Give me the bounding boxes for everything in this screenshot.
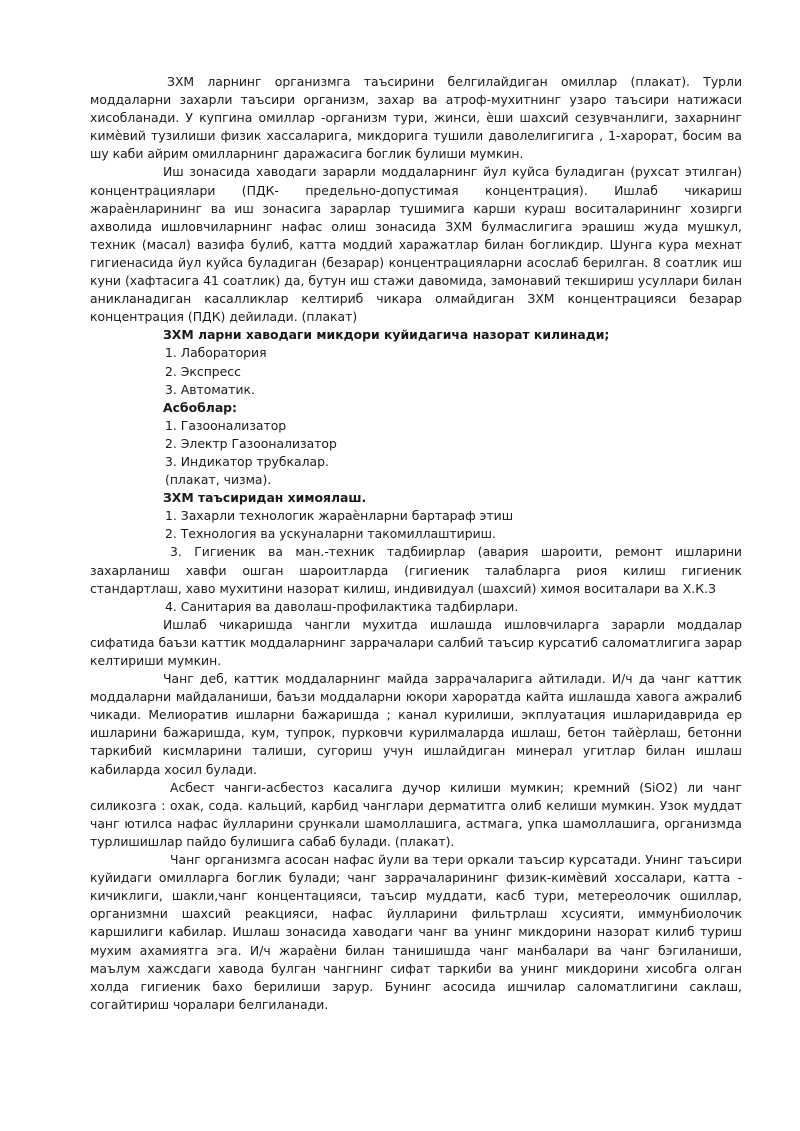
heading-devices: Асбоблар:: [163, 399, 238, 415]
paragraph-pdk: Иш зонасида хаводаги зарарли моддаларнинг йул куйса буладиган (рухсат этилган) концентрациялари (ПДК- предельно-допустимая концентрация). Ишлаб чикариш жараѐнларининг ва иш зонасига зарарлар тушимига карши кураш воситаларининг хозирги ахволида ишловчиларнинг нафас олиш зонасида ЗХМ булмаслигига эрашиш жуда мушкул, техник (масал) вазифа булиб, катта моддий харажатлар билан богликдир. Шунга кура мехнат гигиенасида йул куйса буладиган (безарар) концентрацияларни асослаб берилган. 8 соатлик иш куни (хафтасига 41 соатлик) да, бутун иш стажи давомида, замонавий текшириш усуллари билан аникланадиган касалликлар келтириб чикара олмайдиган ЗХМ концентрацияси безарар концентрация (ПДК) дейилади. (плакат): [90, 164, 742, 325]
list-item: 3. Гигиеник ва ман.-техник тадбиирлар (авария шароити, ремонт ишларини захарланиш хавфи ошган шароитларда (гигиеник талабларга риоя килиш гигиеник стандартлаш, хаво мухитини назорат килиш, индивидуал (шахсий) химоя воситалари ва Х.К.З: [90, 544, 742, 596]
list-item: 2. Технология ва ускуналарни такомиллаштириш.: [165, 526, 496, 542]
paragraph-asbestos: Асбест чанги-асбестоз касалига дучор килиши мумкин; кремний (SiO2) ли чанг силикозга : охак, сода. кальций, карбид чанглари дерматитга олиб келиши мумкин. Узок муддат чанг ютилса нафас йулларини срункали шамоллашига, астмага, упка шамоллашига, организмда турлишишлар пайдо булишига сабаб булади. (плакат).: [90, 779, 742, 849]
devices-list: [90, 417, 742, 489]
paragraph-dusty-environment: Ишлаб чикаришда чангли мухитда ишлашда ишловчиларга зарарли моддалар сифатида баъзи каттик моддаларнинг заррачалари салбий таъсир курсатиб саломатлигига зарар келтириши мумкин.: [90, 616, 742, 668]
paragraph-harmful-factors: ЗХМ ларнинг организмга таъсирини белгилайдиган омиллар (плакат). Турли моддаларни захарли таъсири организм, захар ва атроф-мухитнинг узаро таъсири натижаси хисобланади. У купгина омиллар -организм тури, жинси, ѐши шахсий сезувчанлиги, захарнинг кимѐвий тузилиши физик хассаларига, микдорига тушили даволелигигига , 1-харорат, босим ва шу каби айрим омилларнинг даражасига боглик булиши мумкин.: [90, 74, 742, 162]
list-item: 3. Индикатор трубкалар.: [165, 453, 329, 469]
paragraph-dust-definition: Чанг деб, каттик моддаларнинг майда заррачаларига айтилади. И/ч да чанг каттик моддаларни майдаланиши, баъзи моддаларни юкори хароратда кайта ишлашда хавога ажралиб чикади. Мелиоратив ишларни бажаришда ; канал курилиши, экплуатация ишларидавридa ер ишларини бажаришда, кум, тупрок, пурковчи курилмаларда ишлаш, бетон тайѐрлаш, бетонни таркибий кисмларини талиши, сугориш учун ишлайдиган минерал угитлар билан ишлаш кабиларда хосил булади.: [90, 671, 742, 777]
paragraph-dust-effects: Чанг организмга асосан нафас йули ва тери оркали таъсир курсатади. Унинг таъсири куйидаги омилларга боглик булади; чанг заррачаларининг физик-кимѐвий хоссалари, катта - кичиклиги, шакли,чанг концентацияси, таъсир муддати, касб тури, метереолочик ошиллар, организмни шахсий реакцияси, нафас йулларини фильтрлаш хсусияти, иммунбиолочик каршилиги кабилар. Ишлаш зонасида хаводаги чанг ва унинг микдорини назорат килиб туриш мухим ахамиятга эга. И/ч жараѐни билан танишишда чанг манбалари ва чанг бэгиланиши, маълум хажсдаги хаводa булган чангнинг сифат таркиби ва унинг микдорини хисобга олган холда гигиеник бахо берилиши зарур. Бунинг асосида ишчилар саломатлигини саклаш, согайтириш чоралари белгиланади.: [90, 852, 742, 1012]
list-item: 1. Захарли технологик жараѐнларни бартараф этиш: [165, 508, 514, 524]
heading-protection: ЗХМ таъсиридан химоялаш.: [163, 490, 367, 506]
protection-list: [90, 507, 742, 543]
control-list: [90, 344, 742, 398]
list-item: 2. Экспресс: [165, 363, 241, 379]
list-item: 1. Лаборатория: [165, 345, 267, 361]
heading-control: ЗХМ ларни хаводаги микдори куйидагича назорат килинади;: [163, 327, 610, 343]
list-item: 2. Электр Газоонализатор: [165, 435, 337, 451]
list-item: 3. Автоматик.: [165, 381, 255, 397]
list-item: 1. Газоонализатор: [165, 417, 287, 433]
list-note: (плакат, чизма).: [165, 472, 272, 488]
list-item: 4. Санитария ва даволаш-профилактика тадбирлари.: [165, 598, 519, 614]
